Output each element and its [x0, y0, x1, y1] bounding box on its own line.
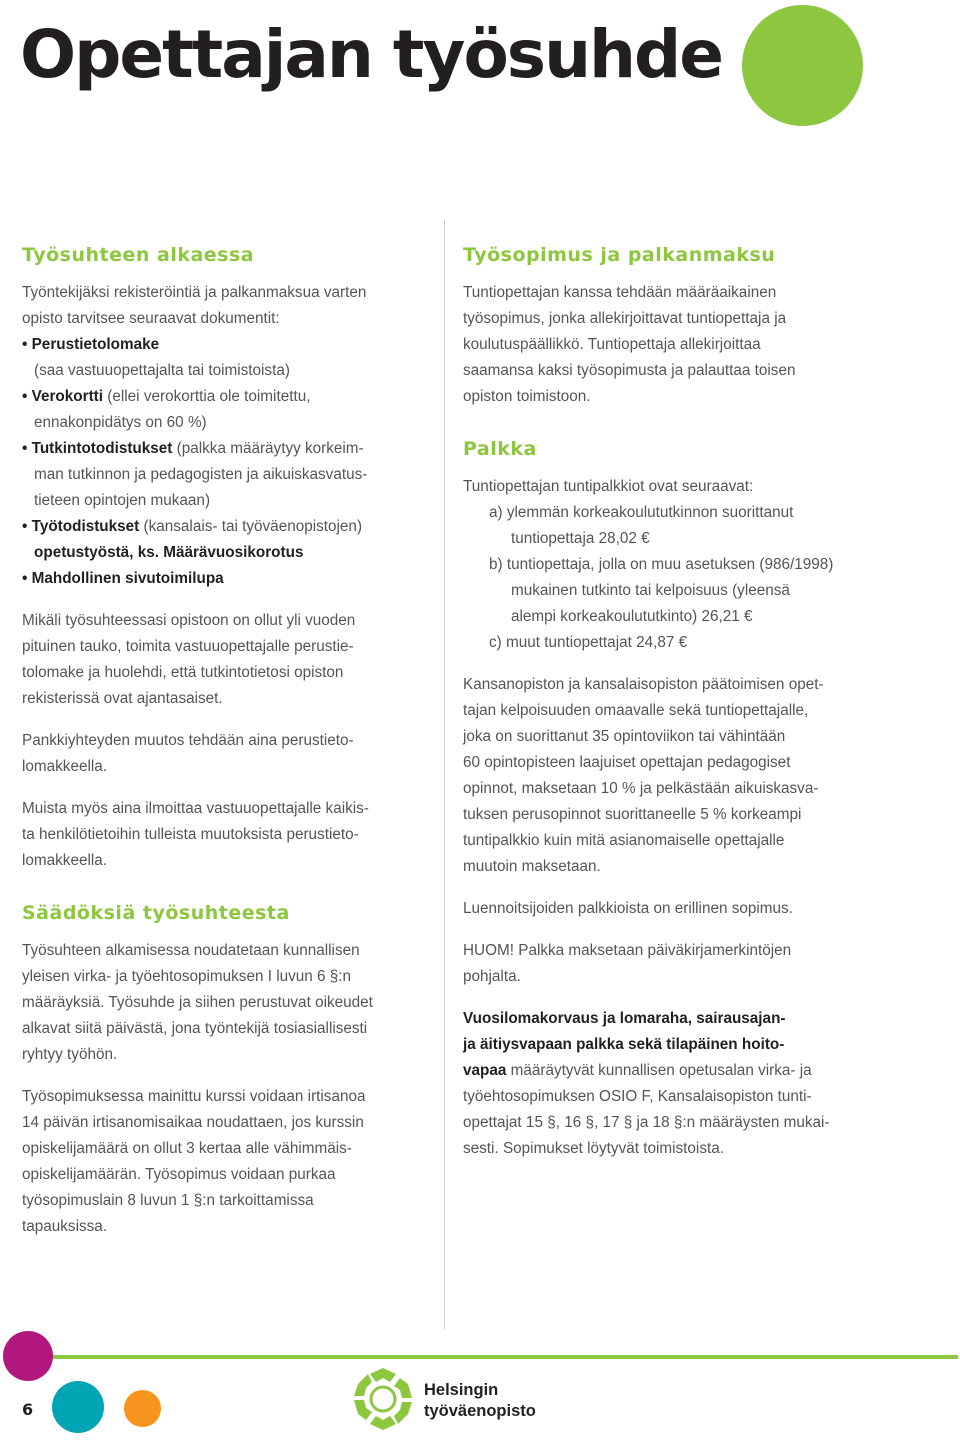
helsinki-crest-icon: [350, 1366, 416, 1432]
paragraph: Muista myös aina ilmoittaa vastuuopettajalle kaikis- ta henkilötietoihin tulleista muutoksista perustieto- lomakkeella.: [22, 800, 369, 869]
list-item-bold: opetustyöstä, ks. Määrävuosikorotus: [34, 544, 304, 561]
list-item: c) muut tuntiopettajat 24,87 €: [489, 634, 688, 651]
paragraph: HUOM! Palkka maksetaan päiväkirjamerkintöjen pohjalta.: [463, 942, 792, 985]
list-item-note: (ellei verokorttia ole toimitettu,: [103, 388, 311, 405]
paragraph: Tuntiopettajan kanssa tehdään määräaikainen työsopimus, jonka allekirjoittavat tuntiopettaja ja koulutuspäällikkö. Tuntiopettaja allekirjoittaa saamansa kaksi työsopimusta ja palauttaa toisen opiston toimistoon.: [463, 284, 796, 405]
decorative-purple-circle: [3, 1331, 53, 1381]
list-item: [22, 566, 422, 592]
paragraph: Luennoitsijoiden palkkioista on erillinen sopimus.: [463, 900, 793, 917]
logo-text: [424, 1380, 536, 1422]
list-item: b) tuntiopettaja, jolla on muu asetuksen (986/1998): [489, 556, 834, 573]
left-column: [22, 240, 422, 1256]
column-divider: [444, 220, 445, 1330]
right-column: [463, 240, 893, 1178]
paragraph: Vuosilomakorvaus ja lomaraha, sairausajan- ja äitiysvapaan palkka sekä tilapäinen hoito- vapaa määräytyvät kunnallisen opetusalan virka- ja työehtosopimuksen OSIO F, Kansalaisopiston tunti- opettajat 15 §, 16 §, 17 § ja 18 §:n määräysten mukai- sesti. Sopimukset löytyvät toimistoista.: [463, 1010, 830, 1157]
logo-line: työväenopisto: [424, 1402, 536, 1420]
list-item-cont: alempi korkeakoulututkinto) 26,21 €: [511, 608, 753, 625]
decorative-cyan-circle: [52, 1381, 104, 1433]
page-title: Opettajan työsuhde: [20, 16, 723, 93]
section-heading-start: Työsuhteen alkaessa: [22, 244, 255, 266]
footer-green-line: [50, 1355, 958, 1359]
list-item-note: (kansalais- tai työväenopistojen): [139, 518, 363, 535]
list-item-note: tieteen opintojen mukaan): [34, 492, 211, 509]
paragraph: Työsuhteen alkamisessa noudatetaan kunnallisen yleisen virka- ja työehtosopimuksen I luvun 6 §:n määräyksiä. Työsuhde ja siihen perustuvat oikeudet alkavat siitä päivästä, jona työntekijä tosiasiallisesti ryhtyy työhön.: [22, 942, 373, 1063]
list-item-label: • Tutkintotodistukset: [22, 440, 172, 457]
section-heading-regulations: Säädöksiä työsuhteesta: [22, 902, 290, 924]
list-item-label: • Perustietolomake: [22, 336, 159, 353]
list-item: [22, 332, 422, 358]
list-item-note: man tutkinnon ja pedagogisten ja aikuiskasvatus-: [34, 466, 368, 483]
document-list: [22, 332, 422, 592]
list-item: [22, 384, 422, 410]
paragraph: Pankkiyhteyden muutos tehdään aina perustieto- lomakkeella.: [22, 732, 354, 775]
list-item-note: (palkka määräytyy korkeim-: [172, 440, 364, 457]
section-heading-contract: Työsopimus ja palkanmaksu: [463, 244, 776, 266]
list-item-label: • Mahdollinen sivutoimilupa: [22, 570, 224, 587]
list-item: a) ylemmän korkeakoulututkinnon suorittanut: [489, 504, 794, 521]
list-item-label: • Verokortti: [22, 388, 103, 405]
intro-text: [22, 280, 422, 332]
list-item-cont: mukainen tutkinto tai kelpoisuus (yleensä: [511, 582, 790, 599]
list-item-note: [22, 540, 422, 566]
page-number: 6: [22, 1400, 34, 1419]
list-item-cont: tuntiopettaja 28,02 €: [511, 530, 650, 547]
paragraph: Työsopimuksessa mainittu kurssi voidaan irtisanoa 14 päivän irtisanomisaikaa noudattaen, jos kurssin opiskelijamäärä on ollut 3 kertaa alle vähimmäis- opiskelijamäärän. Työsopimus voidaan purkaa työsopimuslain 8 luvun 1 §:n tarkoittamissa tapauksissa.: [22, 1088, 366, 1235]
list-item-note: (saa vastuuopettajalta tai toimistoista): [34, 362, 290, 379]
decorative-orange-circle: [124, 1390, 161, 1427]
list-item: [22, 436, 422, 462]
text-line: Tuntiopettajan tuntipalkkiot ovat seuraavat:: [463, 478, 754, 495]
logo-line: Helsingin: [424, 1381, 499, 1399]
text-line: opisto tarvitsee seuraavat dokumentit:: [22, 310, 280, 327]
paragraph: Kansanopiston ja kansalaisopiston päätoimisen opet- tajan kelpoisuuden omaavalle sekä tuntiopettajalle, joka on suorittanut 35 opintoviikon tai vähintään 60 opintopisteen laajuiset opettajan pedagogiset opinnot, maksetaan 10 % ja pelkästään aikuiskasva- tuksen perusopinnot suorittaneelle 5 % korkeampi tuntipalkkio kuin mitä asianomaiselle opettajalle muutoin maksetaan.: [463, 676, 824, 875]
list-item: [22, 514, 422, 540]
list-item-label: • Työtodistukset: [22, 518, 139, 535]
decorative-green-circle: [742, 5, 863, 126]
section-heading-salary: Palkka: [463, 438, 537, 460]
paragraph: Mikäli työsuhteessasi opistoon on ollut yli vuoden pituinen tauko, toimita vastuuopettajalle perustie- tolomake ja huolehdi, että tutkintotietosi opiston rekisterissä ovat ajantasaiset.: [22, 612, 356, 707]
list-item-note: ennakonpidätys on 60 %): [34, 414, 207, 431]
text-line: Työntekijäksi rekisteröintiä ja palkanmaksua varten: [22, 284, 367, 301]
